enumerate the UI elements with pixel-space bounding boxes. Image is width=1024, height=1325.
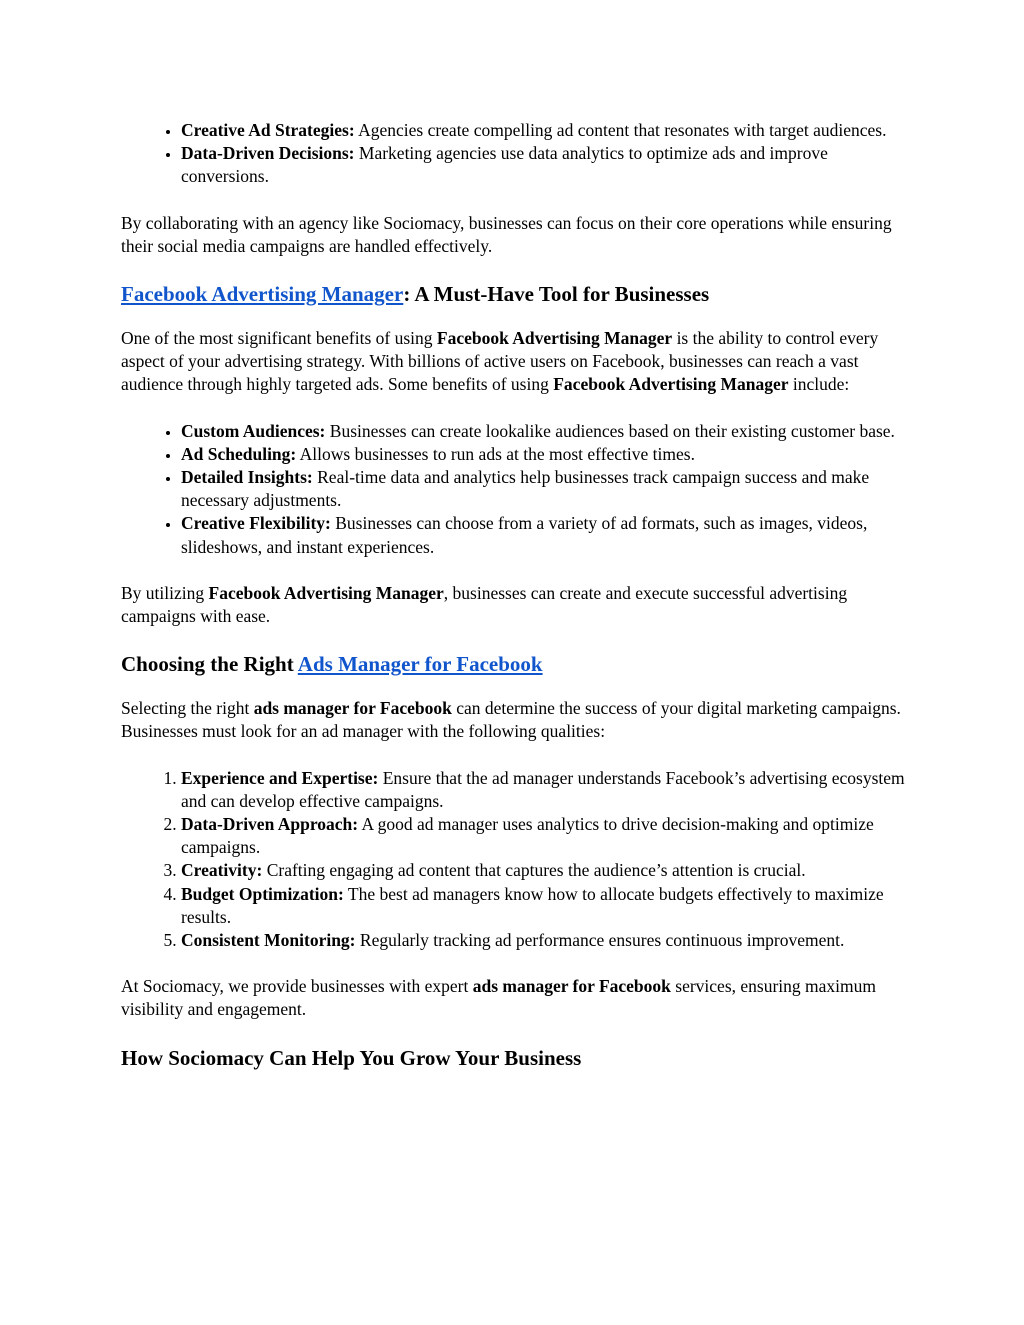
item-text: Agencies create compelling ad content that resonates with target audiences. bbox=[354, 120, 887, 140]
section-heading-facebook-advertising-manager bbox=[121, 281, 911, 307]
item-text: Marketing agencies use data analytics to optimize ads and improve conversions. bbox=[181, 143, 828, 187]
text-run: By utilizing bbox=[121, 582, 209, 603]
qualities-numbered-list bbox=[121, 767, 911, 953]
list-item bbox=[181, 859, 911, 882]
ads-manager-for-facebook-link[interactable]: Ads Manager for Facebook bbox=[297, 652, 543, 677]
item-text: Businesses can choose from a variety of ad formats, such as images, videos, slideshows, and instant experiences. bbox=[181, 513, 868, 557]
benefits-paragraph bbox=[121, 327, 911, 397]
sociomacy-services-paragraph bbox=[121, 975, 911, 1021]
item-text: Allows businesses to run ads at the most effective times. bbox=[296, 443, 695, 464]
text-run: , businesses can create and execute successful advertising campaigns with ease. bbox=[121, 582, 848, 627]
item-label: Creative Ad Strategies: bbox=[181, 120, 355, 140]
item-text: Crafting engaging ad content that captures the audience’s attention is crucial. bbox=[262, 860, 806, 881]
heading-rest: : A Must-Have Tool for Businesses bbox=[403, 282, 710, 307]
heading-text: Choosing the Right bbox=[121, 652, 298, 677]
section-heading-choosing-ads-manager bbox=[121, 651, 911, 677]
item-text: Real-time data and analytics help businesses track campaign success and make necessary adjustments. bbox=[181, 467, 870, 511]
item-label: Creative Flexibility: bbox=[181, 513, 331, 534]
text-run: services, ensuring maximum visibility and engagement. bbox=[121, 976, 876, 1020]
list-item bbox=[181, 466, 911, 512]
item-label: Experience and Expertise: bbox=[181, 767, 379, 788]
utilizing-paragraph bbox=[121, 582, 911, 628]
bold-run: ads manager for Facebook bbox=[472, 976, 671, 997]
item-label: Detailed Insights: bbox=[181, 467, 313, 488]
bold-run: Facebook Advertising Manager bbox=[436, 328, 673, 349]
item-text: Businesses can create lookalike audiences based on their existing customer base. bbox=[325, 420, 895, 441]
item-text: The best ad managers know how to allocate budgets effectively to maximize results. bbox=[181, 883, 884, 927]
item-text: Ensure that the ad manager understands Facebook’s advertising ecosystem and can develop effective campaigns. bbox=[181, 767, 905, 811]
bold-run: Facebook Advertising Manager bbox=[553, 374, 789, 395]
list-item bbox=[181, 443, 911, 466]
item-text: A good ad manager uses analytics to drive decision-making and optimize campaigns. bbox=[181, 814, 874, 858]
list-item bbox=[181, 767, 911, 813]
text-run: Selecting the right bbox=[121, 698, 254, 719]
item-label: Data-Driven Decisions: bbox=[181, 143, 355, 164]
list-item bbox=[181, 142, 911, 188]
item-label: Data-Driven Approach: bbox=[181, 814, 359, 835]
text-run: At Sociomacy, we provide businesses with expert bbox=[121, 976, 473, 997]
item-label: Custom Audiences: bbox=[181, 420, 326, 441]
list-item bbox=[181, 929, 911, 952]
bold-run: Facebook Advertising Manager bbox=[208, 582, 444, 603]
item-label: Budget Optimization: bbox=[181, 883, 344, 904]
benefits-bullet-list bbox=[121, 420, 911, 559]
text-run: One of the most significant benefits of using bbox=[121, 328, 437, 349]
text-run: include: bbox=[788, 374, 850, 395]
agency-paragraph: By collaborating with an agency like Sociomacy, businesses can focus on their core operations while ensuring their social media campaigns are handled effectively. bbox=[121, 212, 892, 256]
list-item bbox=[181, 813, 911, 859]
text-run: is the ability to control every aspect of your advertising strategy. With billions of active users on Facebook, businesses can reach a vast audience through highly targeted ads. Some benefits of using bbox=[121, 328, 879, 395]
text-run: can determine the success of your digital marketing campaigns. Businesses must look for an ad manager with the following qualities: bbox=[121, 698, 901, 742]
selecting-paragraph bbox=[121, 697, 911, 743]
bold-run: ads manager for Facebook bbox=[253, 698, 452, 719]
list-item bbox=[181, 119, 911, 142]
facebook-advertising-manager-link[interactable]: Facebook Advertising Manager bbox=[121, 282, 404, 307]
list-item bbox=[181, 883, 911, 929]
item-label: Ad Scheduling: bbox=[181, 443, 297, 464]
section-heading-grow-business: How Sociomacy Can Help You Grow Your Business bbox=[121, 1045, 582, 1070]
document-page bbox=[121, 119, 911, 1091]
list-item bbox=[181, 420, 911, 443]
item-label: Consistent Monitoring: bbox=[181, 930, 356, 951]
list-item bbox=[181, 512, 911, 558]
item-label: Creativity: bbox=[181, 860, 263, 881]
item-text: Regularly tracking ad performance ensures continuous improvement. bbox=[355, 930, 845, 951]
intro-bullet-list bbox=[121, 119, 911, 189]
